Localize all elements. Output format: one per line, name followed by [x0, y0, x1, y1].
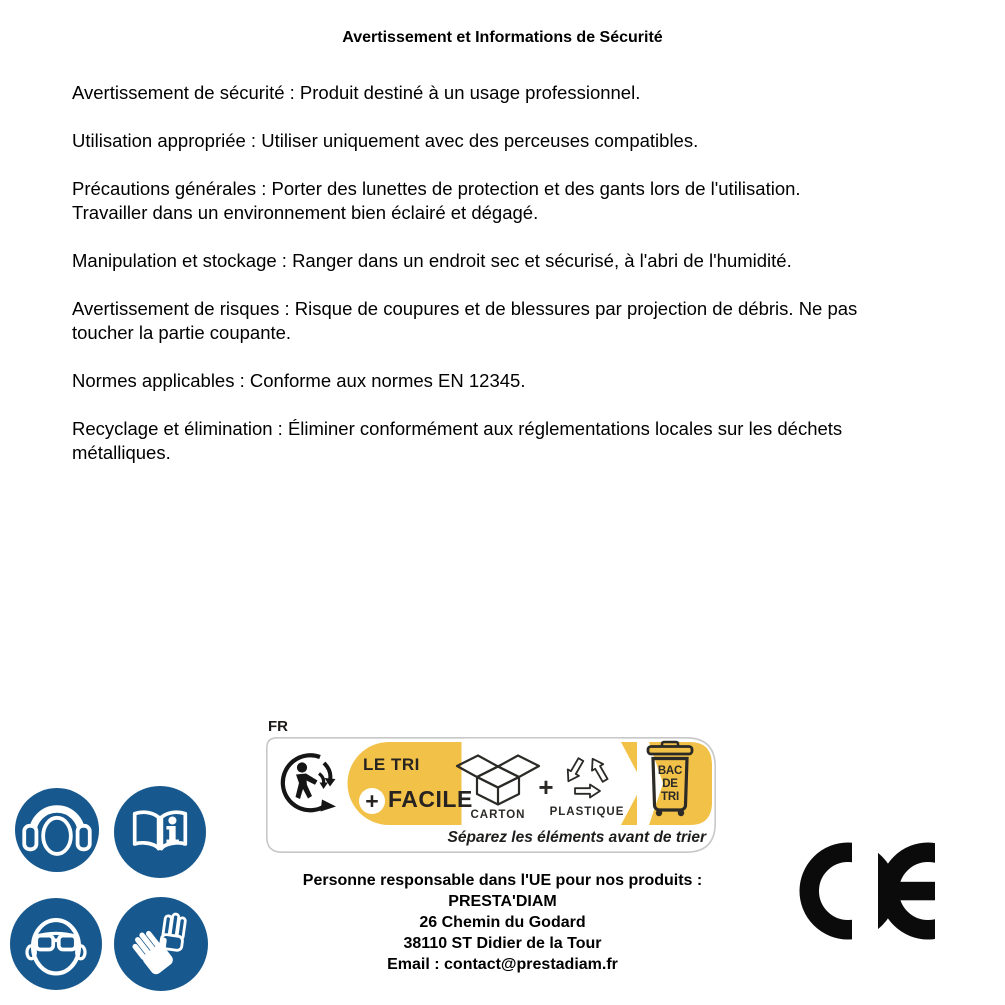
paragraph-line: toucher la partie coupante.	[72, 322, 292, 343]
safety-paragraph	[72, 129, 857, 153]
headline-bottom: FACILE	[388, 786, 473, 812]
paragraph-line: Normes applicables : Conforme aux normes EN 12345.	[72, 370, 526, 391]
safety-paragraph	[72, 417, 857, 465]
safety-paragraph	[72, 249, 857, 273]
page-title: Avertissement et Informations de Sécurité	[342, 29, 663, 46]
safety-text-block	[72, 81, 857, 489]
headline-top: LE TRI	[363, 755, 420, 774]
bin-label-line: DE	[662, 778, 678, 790]
bin-label-line: TRI	[661, 791, 679, 803]
paragraph-line: Travailler dans un environnement bien éclairé et dégagé.	[72, 202, 539, 223]
paragraph-line: Avertissement de sécurité : Produit destiné à un usage professionnel.	[72, 82, 641, 103]
recycling-sorting-banner	[265, 713, 717, 855]
banner-tagline: Séparez les éléments avant de trier	[447, 829, 706, 846]
paragraph-line: Manipulation et stockage : Ranger dans un endroit sec et sécurisé, à l'abri de l'humidité.	[72, 250, 792, 271]
paragraph-line: Avertissement de risques : Risque de coupures et de blessures par projection de débris. Ne pas	[72, 298, 858, 319]
paragraph-line: Recyclage et élimination : Éliminer conformément aux réglementations locales sur les déchets	[72, 418, 843, 439]
bin-label-line: BAC	[657, 765, 683, 777]
safety-paragraph	[72, 177, 857, 225]
address-street: 26 Chemin du Godard	[419, 914, 586, 931]
responsible-line: Personne responsable dans l'UE pour nos produits :	[302, 872, 703, 889]
material-1-label: CARTON	[470, 809, 526, 821]
headline-plus: +	[365, 788, 379, 814]
country-code-label: FR	[268, 718, 288, 735]
material-2-label: PLASTIQUE	[549, 806, 625, 818]
safety-paragraph	[72, 81, 857, 105]
read-manual-icon	[114, 786, 206, 878]
materials-plus: +	[538, 772, 554, 802]
company-name: PRESTA'DIAM	[448, 893, 557, 910]
safety-paragraph	[72, 297, 857, 345]
paragraph-line: Utilisation appropriée : Utiliser uniquement avec des perceuses compatibles.	[72, 130, 699, 151]
safety-paragraph	[72, 369, 857, 393]
address-city: 38110 ST Didier de la Tour	[403, 935, 602, 952]
paragraph-line: Précautions générales : Porter des lunettes de protection et des gants lors de l'utilisation.	[72, 178, 801, 199]
wear-ear-protection-icon	[15, 788, 99, 872]
responsible-person-block	[0, 870, 1005, 975]
paragraph-line: métalliques.	[72, 442, 171, 463]
contact-email: Email : contact@prestadiam.fr	[387, 956, 618, 973]
